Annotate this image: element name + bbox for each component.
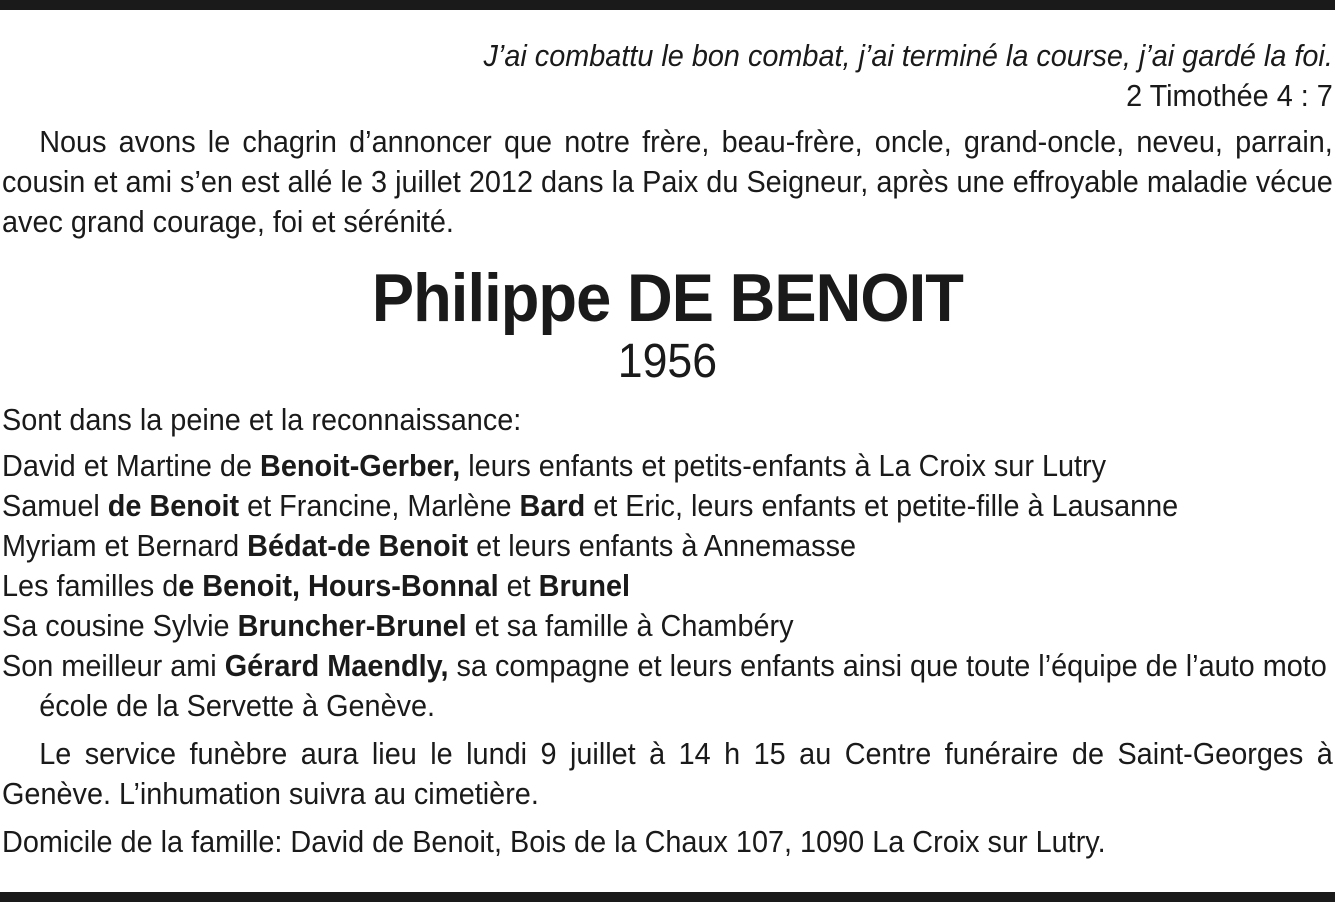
bottom-border-rule — [0, 892, 1335, 902]
obituary-notice — [2, 26, 1333, 862]
mourner-text: sa compagne et leurs enfants ainsi que toute l’équipe de l’auto moto école de la Servette à Genève. — [39, 648, 1327, 723]
mourner-family-name: de Benoit — [107, 488, 240, 523]
mourners-list — [2, 446, 1333, 726]
family-address: Domicile de la famille: David de Benoit, Bois de la Chaux 107, 1090 La Croix sur Lutry. — [2, 824, 1106, 859]
mourner-line — [2, 486, 1333, 526]
mourner-line — [2, 646, 1333, 726]
deceased-name: Philippe DE BENOIT — [371, 260, 963, 336]
mourner-family-name: Benoit-Gerber, — [260, 448, 461, 483]
top-border-rule — [0, 0, 1335, 10]
mourner-text: et — [498, 568, 539, 603]
mourners-intro: Sont dans la peine et la reconnaissance: — [2, 402, 522, 437]
mourner-family-name: e Benoit, Hours-Bonnal — [178, 568, 499, 603]
bible-verse: J’ai combattu le bon combat, j’ai terminé la course, j’ai gardé la foi. — [483, 38, 1333, 73]
mourner-text: Sa cousine Sylvie — [2, 608, 238, 643]
mourner-text: David et Martine de — [2, 448, 261, 483]
announcement-paragraph: Nous avons le chagrin d’annoncer que notre frère, beau-frère, oncle, grand-oncle, neveu, parrain, cousin et ami s’en est allé le 3 juillet 2012 dans la Paix du Seigneur, après une effroyable maladie vécue avec grand courage, foi et sérénité. — [2, 124, 1333, 239]
mourner-text: et leurs enfants à Annemasse — [468, 528, 857, 563]
mourner-text: et Francine, Marlène — [239, 488, 520, 523]
mourner-text: Myriam et Bernard — [2, 528, 248, 563]
mourner-line — [2, 526, 1333, 566]
verse-reference: 2 Timothée 4 : 7 — [1126, 78, 1333, 113]
mourner-text: et sa famille à Chambéry — [466, 608, 794, 643]
mourner-line — [2, 566, 1333, 606]
mourner-family-name: Gérard Maendly, — [224, 648, 449, 683]
birth-year: 1956 — [617, 335, 718, 388]
mourner-text: Les familles d — [2, 568, 179, 603]
mourner-text: Samuel — [2, 488, 108, 523]
mourner-family-name: Bard — [519, 488, 586, 523]
mourner-family-name: Bruncher-Brunel — [237, 608, 467, 643]
mourner-text: et Eric, leurs enfants et petite-fille à Lausanne — [585, 488, 1179, 523]
mourner-line — [2, 606, 1333, 646]
mourner-family-name: Brunel — [538, 568, 630, 603]
mourner-line — [2, 446, 1333, 486]
service-paragraph: Le service funèbre aura lieu le lundi 9 juillet à 14 h 15 au Centre funéraire de Saint-Georges à Genève. L’inhumation suivra au cimetière. — [2, 736, 1333, 811]
mourner-family-name: Bédat-de Benoit — [247, 528, 469, 563]
mourner-text: Son meilleur ami — [2, 648, 225, 683]
mourner-text: leurs enfants et petits-enfants à La Croix sur Lutry — [460, 448, 1107, 483]
